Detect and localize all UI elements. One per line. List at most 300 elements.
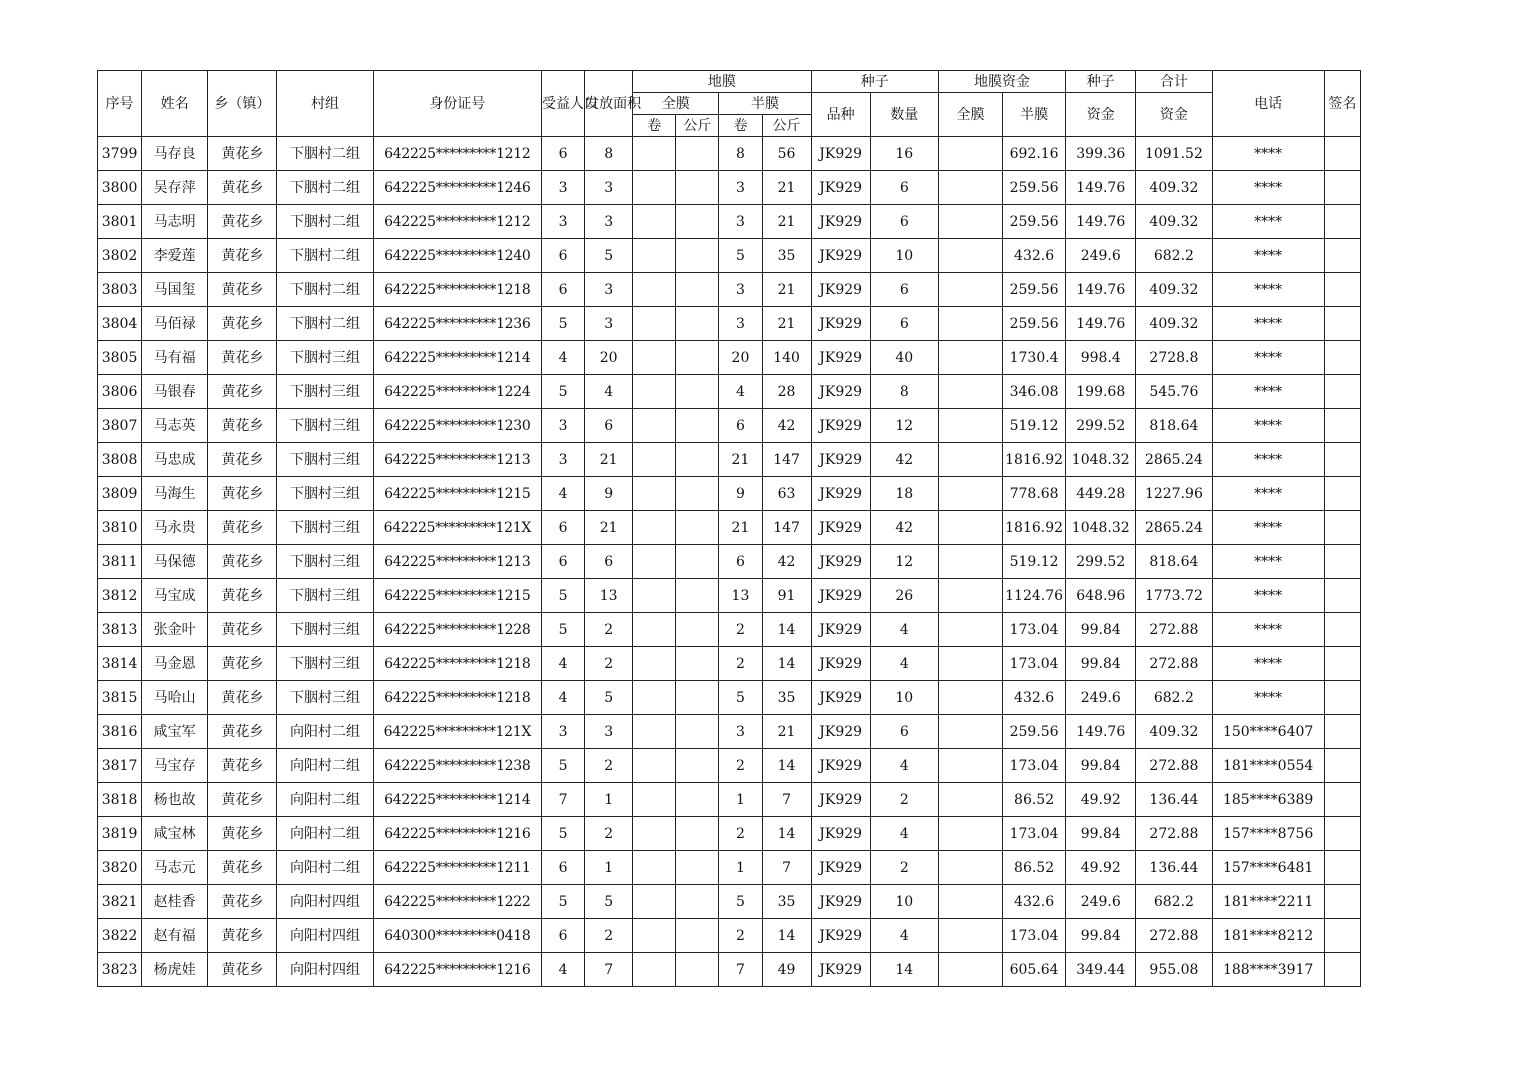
cell-area: 3 [585, 273, 633, 307]
cell-area: 21 [585, 511, 633, 545]
cell-full-film-funds [938, 681, 1002, 715]
cell-name: 咸宝军 [142, 715, 208, 749]
cell-half-film-funds: 1124.76 [1003, 579, 1066, 613]
cell-variety: JK929 [811, 715, 870, 749]
cell-name: 赵有福 [142, 919, 208, 953]
cell-full-roll [633, 239, 676, 273]
cell-phone: **** [1212, 681, 1324, 715]
cell-id: 642225*********1212 [373, 205, 541, 239]
cell-seed-funds: 99.84 [1066, 647, 1136, 681]
cell-total: 136.44 [1136, 851, 1212, 885]
col-header-signature: 签名 [1324, 71, 1360, 137]
cell-half-kg: 21 [762, 273, 811, 307]
cell-signature [1324, 681, 1360, 715]
cell-half-kg: 14 [762, 919, 811, 953]
table-row [98, 817, 1361, 851]
cell-half-roll: 2 [719, 749, 762, 783]
col-header-full-roll: 卷 [633, 115, 676, 137]
cell-beneficiaries: 6 [542, 919, 585, 953]
cell-seq: 3808 [98, 443, 142, 477]
cell-seed-funds: 249.6 [1066, 885, 1136, 919]
cell-half-roll: 2 [719, 647, 762, 681]
cell-full-film-funds [938, 511, 1002, 545]
cell-id: 642225*********1215 [373, 477, 541, 511]
cell-name: 吴存萍 [142, 171, 208, 205]
cell-quantity: 18 [870, 477, 938, 511]
cell-full-film-funds [938, 783, 1002, 817]
col-header-seed: 种子 [811, 71, 938, 93]
col-header-village: 村组 [277, 71, 373, 137]
cell-half-kg: 14 [762, 817, 811, 851]
cell-full-film-funds [938, 647, 1002, 681]
table-row [98, 579, 1361, 613]
cell-total: 136.44 [1136, 783, 1212, 817]
cell-quantity: 2 [870, 851, 938, 885]
cell-full-roll [633, 375, 676, 409]
cell-full-roll [633, 511, 676, 545]
cell-signature [1324, 749, 1360, 783]
cell-village: 下胭村三组 [277, 341, 373, 375]
cell-total: 818.64 [1136, 409, 1212, 443]
cell-name: 马金恩 [142, 647, 208, 681]
cell-full-kg [676, 681, 719, 715]
cell-half-film-funds: 259.56 [1003, 171, 1066, 205]
cell-phone: **** [1212, 205, 1324, 239]
cell-variety: JK929 [811, 307, 870, 341]
cell-signature [1324, 307, 1360, 341]
cell-village: 向阳村二组 [277, 783, 373, 817]
cell-phone: **** [1212, 171, 1324, 205]
cell-town: 黄花乡 [208, 273, 277, 307]
cell-full-film-funds [938, 953, 1002, 987]
table-row [98, 953, 1361, 987]
cell-full-roll [633, 783, 676, 817]
cell-area: 1 [585, 851, 633, 885]
cell-total: 409.32 [1136, 307, 1212, 341]
cell-town: 黄花乡 [208, 715, 277, 749]
cell-variety: JK929 [811, 681, 870, 715]
cell-name: 马宝成 [142, 579, 208, 613]
cell-seq: 3812 [98, 579, 142, 613]
cell-signature [1324, 409, 1360, 443]
cell-full-kg [676, 647, 719, 681]
cell-full-film-funds [938, 885, 1002, 919]
cell-half-film-funds: 173.04 [1003, 749, 1066, 783]
cell-quantity: 40 [870, 341, 938, 375]
cell-village: 向阳村四组 [277, 919, 373, 953]
cell-signature [1324, 239, 1360, 273]
cell-variety: JK929 [811, 749, 870, 783]
cell-half-film-funds: 519.12 [1003, 545, 1066, 579]
cell-half-roll: 1 [719, 783, 762, 817]
cell-signature [1324, 137, 1360, 171]
cell-id: 642225*********1213 [373, 443, 541, 477]
cell-beneficiaries: 6 [542, 137, 585, 171]
table-row [98, 851, 1361, 885]
cell-id: 642225*********1236 [373, 307, 541, 341]
col-header-name: 姓名 [142, 71, 208, 137]
cell-id: 642225*********1218 [373, 681, 541, 715]
cell-signature [1324, 647, 1360, 681]
cell-half-kg: 21 [762, 307, 811, 341]
cell-half-roll: 6 [719, 545, 762, 579]
cell-id: 642225*********1240 [373, 239, 541, 273]
cell-variety: JK929 [811, 545, 870, 579]
cell-quantity: 6 [870, 715, 938, 749]
cell-full-kg [676, 409, 719, 443]
cell-quantity: 8 [870, 375, 938, 409]
cell-half-roll: 5 [719, 885, 762, 919]
cell-seed-funds: 149.76 [1066, 205, 1136, 239]
cell-name: 马志明 [142, 205, 208, 239]
col-header-phone: 电话 [1212, 71, 1324, 137]
cell-phone: 181****0554 [1212, 749, 1324, 783]
cell-half-film-funds: 1816.92 [1003, 511, 1066, 545]
cell-quantity: 12 [870, 409, 938, 443]
cell-area: 2 [585, 749, 633, 783]
cell-full-kg [676, 375, 719, 409]
cell-area: 2 [585, 919, 633, 953]
cell-seed-funds: 349.44 [1066, 953, 1136, 987]
col-header-seed-funds-bottom: 资金 [1066, 93, 1136, 137]
cell-half-roll: 3 [719, 205, 762, 239]
cell-village: 下胭村三组 [277, 681, 373, 715]
cell-town: 黄花乡 [208, 205, 277, 239]
cell-full-kg [676, 273, 719, 307]
cell-village: 向阳村四组 [277, 953, 373, 987]
cell-full-roll [633, 341, 676, 375]
cell-village: 下胭村二组 [277, 307, 373, 341]
cell-half-roll: 2 [719, 817, 762, 851]
col-header-quantity: 数量 [870, 93, 938, 137]
cell-full-kg [676, 205, 719, 239]
cell-name: 马志元 [142, 851, 208, 885]
cell-half-kg: 35 [762, 239, 811, 273]
cell-half-roll: 8 [719, 137, 762, 171]
cell-village: 向阳村二组 [277, 749, 373, 783]
cell-full-roll [633, 681, 676, 715]
cell-half-kg: 56 [762, 137, 811, 171]
cell-seq: 3804 [98, 307, 142, 341]
cell-quantity: 10 [870, 885, 938, 919]
cell-town: 黄花乡 [208, 885, 277, 919]
cell-area: 2 [585, 647, 633, 681]
cell-village: 下胭村二组 [277, 205, 373, 239]
cell-phone: **** [1212, 375, 1324, 409]
cell-name: 马有福 [142, 341, 208, 375]
cell-total: 409.32 [1136, 205, 1212, 239]
cell-signature [1324, 579, 1360, 613]
cell-area: 3 [585, 205, 633, 239]
cell-full-roll [633, 443, 676, 477]
cell-town: 黄花乡 [208, 749, 277, 783]
cell-id: 642225*********1215 [373, 579, 541, 613]
cell-seq: 3814 [98, 647, 142, 681]
cell-name: 马海生 [142, 477, 208, 511]
cell-full-film-funds [938, 749, 1002, 783]
cell-beneficiaries: 4 [542, 647, 585, 681]
cell-name: 马存良 [142, 137, 208, 171]
cell-id: 642225*********1230 [373, 409, 541, 443]
cell-seq: 3816 [98, 715, 142, 749]
cell-name: 马国玺 [142, 273, 208, 307]
cell-full-film-funds [938, 477, 1002, 511]
cell-id: 642225*********121X [373, 715, 541, 749]
cell-phone: **** [1212, 137, 1324, 171]
cell-beneficiaries: 5 [542, 613, 585, 647]
cell-id: 642225*********1224 [373, 375, 541, 409]
cell-full-kg [676, 579, 719, 613]
col-header-beneficiaries: 受益人口 [542, 71, 585, 137]
cell-half-roll: 3 [719, 171, 762, 205]
cell-full-film-funds [938, 715, 1002, 749]
cell-full-roll [633, 715, 676, 749]
cell-half-roll: 3 [719, 273, 762, 307]
cell-name: 赵桂香 [142, 885, 208, 919]
cell-beneficiaries: 4 [542, 953, 585, 987]
cell-beneficiaries: 6 [542, 511, 585, 545]
cell-variety: JK929 [811, 579, 870, 613]
cell-half-kg: 42 [762, 545, 811, 579]
cell-id: 642225*********121X [373, 511, 541, 545]
cell-seed-funds: 299.52 [1066, 545, 1136, 579]
cell-seq: 3815 [98, 681, 142, 715]
cell-total: 2865.24 [1136, 511, 1212, 545]
col-header-seq: 序号 [98, 71, 142, 137]
cell-full-roll [633, 919, 676, 953]
cell-id: 642225*********1213 [373, 545, 541, 579]
cell-seq: 3802 [98, 239, 142, 273]
cell-full-film-funds [938, 409, 1002, 443]
cell-full-roll [633, 613, 676, 647]
cell-signature [1324, 613, 1360, 647]
table-row [98, 375, 1361, 409]
cell-town: 黄花乡 [208, 647, 277, 681]
cell-full-film-funds [938, 613, 1002, 647]
cell-half-roll: 3 [719, 715, 762, 749]
cell-full-kg [676, 477, 719, 511]
cell-total: 818.64 [1136, 545, 1212, 579]
cell-id: 642225*********1222 [373, 885, 541, 919]
cell-seq: 3817 [98, 749, 142, 783]
cell-beneficiaries: 5 [542, 817, 585, 851]
table-row [98, 681, 1361, 715]
cell-half-film-funds: 173.04 [1003, 613, 1066, 647]
cell-total: 2865.24 [1136, 443, 1212, 477]
cell-village: 下胭村二组 [277, 273, 373, 307]
cell-id: 642225*********1246 [373, 171, 541, 205]
cell-signature [1324, 953, 1360, 987]
table-row [98, 273, 1361, 307]
cell-full-roll [633, 749, 676, 783]
cell-full-kg [676, 545, 719, 579]
table-row [98, 885, 1361, 919]
cell-variety: JK929 [811, 953, 870, 987]
cell-variety: JK929 [811, 851, 870, 885]
cell-seq: 3800 [98, 171, 142, 205]
cell-full-film-funds [938, 341, 1002, 375]
cell-full-roll [633, 205, 676, 239]
cell-half-kg: 21 [762, 205, 811, 239]
cell-area: 2 [585, 817, 633, 851]
cell-town: 黄花乡 [208, 137, 277, 171]
cell-area: 8 [585, 137, 633, 171]
cell-village: 向阳村二组 [277, 715, 373, 749]
table-row [98, 341, 1361, 375]
cell-seed-funds: 149.76 [1066, 307, 1136, 341]
cell-variety: JK929 [811, 783, 870, 817]
cell-seq: 3807 [98, 409, 142, 443]
cell-quantity: 10 [870, 239, 938, 273]
cell-phone: **** [1212, 239, 1324, 273]
col-header-half-film: 半膜 [719, 93, 811, 115]
cell-full-roll [633, 409, 676, 443]
cell-beneficiaries: 3 [542, 409, 585, 443]
cell-beneficiaries: 3 [542, 443, 585, 477]
cell-beneficiaries: 3 [542, 715, 585, 749]
cell-variety: JK929 [811, 817, 870, 851]
cell-half-kg: 91 [762, 579, 811, 613]
cell-phone: **** [1212, 307, 1324, 341]
cell-half-roll: 21 [719, 511, 762, 545]
cell-seed-funds: 99.84 [1066, 817, 1136, 851]
cell-seq: 3818 [98, 783, 142, 817]
table-row [98, 749, 1361, 783]
cell-beneficiaries: 6 [542, 239, 585, 273]
cell-quantity: 6 [870, 273, 938, 307]
cell-village: 下胭村三组 [277, 613, 373, 647]
table-row [98, 477, 1361, 511]
cell-total: 955.08 [1136, 953, 1212, 987]
cell-full-kg [676, 511, 719, 545]
cell-area: 20 [585, 341, 633, 375]
cell-town: 黄花乡 [208, 545, 277, 579]
cell-half-kg: 7 [762, 851, 811, 885]
cell-seed-funds: 99.84 [1066, 919, 1136, 953]
cell-name: 张金叶 [142, 613, 208, 647]
cell-phone: 181****2211 [1212, 885, 1324, 919]
table-header [98, 71, 1361, 137]
cell-full-roll [633, 953, 676, 987]
cell-half-kg: 35 [762, 681, 811, 715]
cell-seed-funds: 149.76 [1066, 171, 1136, 205]
cell-quantity: 10 [870, 681, 938, 715]
cell-phone: 150****6407 [1212, 715, 1324, 749]
cell-village: 下胭村二组 [277, 171, 373, 205]
cell-beneficiaries: 4 [542, 681, 585, 715]
cell-beneficiaries: 7 [542, 783, 585, 817]
cell-seed-funds: 49.92 [1066, 783, 1136, 817]
cell-signature [1324, 715, 1360, 749]
cell-village: 下胭村二组 [277, 239, 373, 273]
cell-village: 下胭村二组 [277, 137, 373, 171]
cell-area: 3 [585, 307, 633, 341]
cell-half-film-funds: 86.52 [1003, 783, 1066, 817]
cell-quantity: 16 [870, 137, 938, 171]
col-header-area: 发放面积 [585, 71, 633, 137]
cell-total: 272.88 [1136, 647, 1212, 681]
cell-area: 21 [585, 443, 633, 477]
cell-seed-funds: 1048.32 [1066, 443, 1136, 477]
cell-seed-funds: 648.96 [1066, 579, 1136, 613]
cell-seed-funds: 249.6 [1066, 681, 1136, 715]
cell-half-roll: 2 [719, 919, 762, 953]
cell-quantity: 12 [870, 545, 938, 579]
cell-seq: 3821 [98, 885, 142, 919]
cell-town: 黄花乡 [208, 579, 277, 613]
cell-town: 黄花乡 [208, 681, 277, 715]
cell-full-film-funds [938, 919, 1002, 953]
cell-name: 咸宝林 [142, 817, 208, 851]
cell-total: 682.2 [1136, 239, 1212, 273]
cell-half-kg: 49 [762, 953, 811, 987]
cell-half-kg: 147 [762, 443, 811, 477]
cell-total: 682.2 [1136, 681, 1212, 715]
cell-beneficiaries: 5 [542, 749, 585, 783]
cell-full-kg [676, 443, 719, 477]
cell-total: 409.32 [1136, 715, 1212, 749]
cell-seq: 3799 [98, 137, 142, 171]
cell-signature [1324, 885, 1360, 919]
cell-seq: 3822 [98, 919, 142, 953]
cell-area: 1 [585, 783, 633, 817]
cell-half-film-funds: 778.68 [1003, 477, 1066, 511]
cell-half-roll: 21 [719, 443, 762, 477]
table-row [98, 545, 1361, 579]
cell-area: 5 [585, 239, 633, 273]
table-row [98, 409, 1361, 443]
cell-half-film-funds: 173.04 [1003, 647, 1066, 681]
cell-full-kg [676, 817, 719, 851]
cell-seed-funds: 149.76 [1066, 273, 1136, 307]
cell-village: 向阳村二组 [277, 817, 373, 851]
cell-area: 5 [585, 681, 633, 715]
cell-full-kg [676, 919, 719, 953]
cell-total: 272.88 [1136, 919, 1212, 953]
cell-half-kg: 147 [762, 511, 811, 545]
cell-beneficiaries: 3 [542, 205, 585, 239]
cell-total: 682.2 [1136, 885, 1212, 919]
cell-total: 1773.72 [1136, 579, 1212, 613]
cell-full-film-funds [938, 851, 1002, 885]
cell-half-roll: 4 [719, 375, 762, 409]
cell-town: 黄花乡 [208, 783, 277, 817]
cell-half-film-funds: 346.08 [1003, 375, 1066, 409]
cell-village: 下胭村三组 [277, 443, 373, 477]
cell-village: 下胭村三组 [277, 477, 373, 511]
cell-half-roll: 1 [719, 851, 762, 885]
cell-id: 642225*********1216 [373, 817, 541, 851]
cell-village: 下胭村三组 [277, 375, 373, 409]
cell-quantity: 4 [870, 613, 938, 647]
cell-full-film-funds [938, 273, 1002, 307]
cell-area: 6 [585, 545, 633, 579]
cell-half-roll: 2 [719, 613, 762, 647]
cell-phone: **** [1212, 341, 1324, 375]
cell-town: 黄花乡 [208, 307, 277, 341]
cell-signature [1324, 273, 1360, 307]
cell-phone: **** [1212, 613, 1324, 647]
cell-village: 向阳村四组 [277, 885, 373, 919]
cell-town: 黄花乡 [208, 443, 277, 477]
col-header-town: 乡（镇） [208, 71, 277, 137]
cell-village: 下胭村三组 [277, 511, 373, 545]
cell-half-film-funds: 259.56 [1003, 205, 1066, 239]
cell-signature [1324, 477, 1360, 511]
cell-seed-funds: 99.84 [1066, 613, 1136, 647]
cell-half-film-funds: 259.56 [1003, 273, 1066, 307]
cell-seq: 3809 [98, 477, 142, 511]
